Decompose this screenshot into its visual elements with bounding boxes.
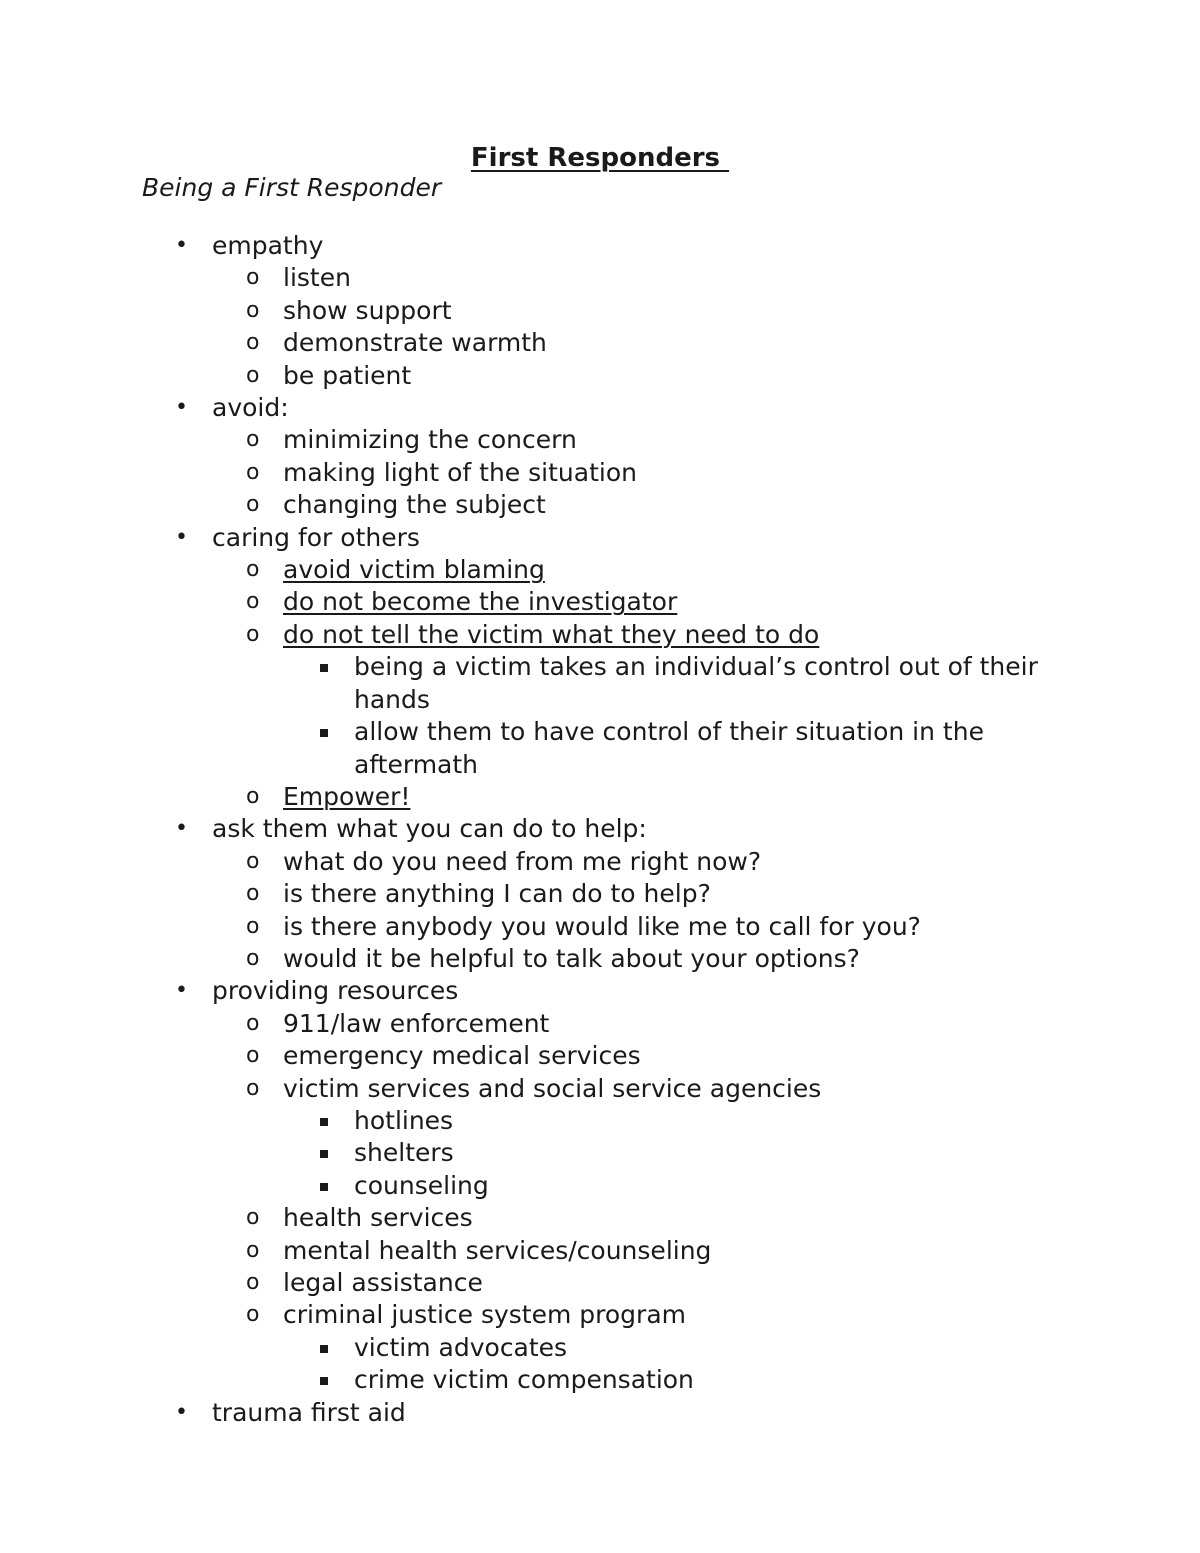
list-item: victim advocates [0, 1332, 1054, 1364]
list-item: • caring for others [0, 522, 1200, 554]
bullet-marker: • [175, 1399, 188, 1425]
bullet-marker: • [175, 524, 188, 550]
list-item: o avoid victim blaming [0, 554, 1200, 586]
square-bullet-icon [320, 664, 328, 672]
list-item: being a victim takes an individual’s control out of their hands [0, 651, 1054, 716]
bullet-marker: o [246, 1302, 260, 1328]
list-item: allow them to have control of their situation in the aftermath [0, 716, 1054, 781]
list-item: o mental health services/counseling [0, 1235, 1200, 1267]
list-item: o changing the subject [0, 489, 1200, 521]
list-item: o is there anybody you would like me to call for you? [0, 911, 1200, 943]
bullet-marker: o [246, 1270, 260, 1295]
list-item: o legal assistance [0, 1267, 1200, 1299]
square-bullet-icon [320, 1345, 328, 1353]
list-item: o minimizing the concern [0, 424, 1200, 456]
list-item: o Empower! [0, 781, 1200, 813]
bullet-marker: o [246, 848, 260, 874]
list-item: • ask them what you can do to help: [0, 813, 1200, 845]
square-bullet-icon [320, 1150, 328, 1158]
bullet-marker: • [175, 816, 188, 842]
list-item: o victim services and social service agencies [0, 1073, 1200, 1105]
list-item: o listen [0, 262, 1200, 294]
list-item: o do not become the investigator [0, 586, 1200, 618]
bullet-marker: • [175, 978, 188, 1004]
list-item: o show support [0, 295, 1200, 327]
bullet-marker: o [246, 459, 260, 485]
square-bullet-icon [320, 1377, 328, 1385]
list-item: shelters [0, 1137, 1054, 1169]
bullet-marker: o [246, 1010, 260, 1036]
list-item: • providing resources [0, 975, 1200, 1007]
bullet-marker: • [175, 395, 188, 421]
list-item: • avoid: [0, 392, 1200, 424]
bullet-outline [0, 230, 1200, 1429]
bullet-marker: o [246, 1043, 260, 1069]
bullet-marker: o [246, 362, 260, 388]
bullet-marker: o [246, 1205, 260, 1231]
bullet-marker: o [246, 1237, 260, 1263]
square-bullet-icon [320, 729, 328, 737]
square-bullet-icon [320, 1183, 328, 1191]
list-item: o making light of the situation [0, 457, 1200, 489]
list-item: o do not tell the victim what they need to do [0, 619, 1200, 651]
bullet-marker: o [246, 881, 260, 907]
bullet-marker: o [246, 945, 260, 971]
bullet-marker: o [246, 783, 260, 809]
bullet-marker: o [246, 427, 260, 453]
page-subtitle: Being a First Responder [142, 173, 442, 202]
bullet-marker: o [246, 330, 260, 356]
bullet-marker: o [246, 589, 260, 615]
bullet-marker: o [246, 297, 260, 323]
bullet-marker: o [246, 492, 260, 518]
list-item: o is there anything I can do to help? [0, 878, 1200, 910]
page-title: First Responders [470, 143, 730, 173]
list-item: • trauma first aid [0, 1397, 1200, 1429]
list-item: o what do you need from me right now? [0, 846, 1200, 878]
bullet-marker: o [246, 621, 260, 647]
square-bullet-icon [320, 1118, 328, 1126]
bullet-marker: o [246, 1075, 260, 1101]
list-item: counseling [0, 1170, 1054, 1202]
list-item: o would it be helpful to talk about your options? [0, 943, 1200, 975]
list-item: o criminal justice system program [0, 1299, 1200, 1331]
list-item: o be patient [0, 360, 1200, 392]
list-item: crime victim compensation [0, 1364, 1054, 1396]
list-item: • empathy [0, 230, 1200, 262]
bullet-marker: o [246, 265, 260, 291]
list-item: hotlines [0, 1105, 1054, 1137]
list-item: o demonstrate warmth [0, 327, 1200, 359]
bullet-marker: • [175, 233, 188, 258]
bullet-marker: o [246, 557, 260, 583]
list-item: o emergency medical services [0, 1040, 1200, 1072]
list-item: o 911/law enforcement [0, 1008, 1200, 1040]
bullet-marker: o [246, 913, 260, 939]
list-item: o health services [0, 1202, 1200, 1234]
